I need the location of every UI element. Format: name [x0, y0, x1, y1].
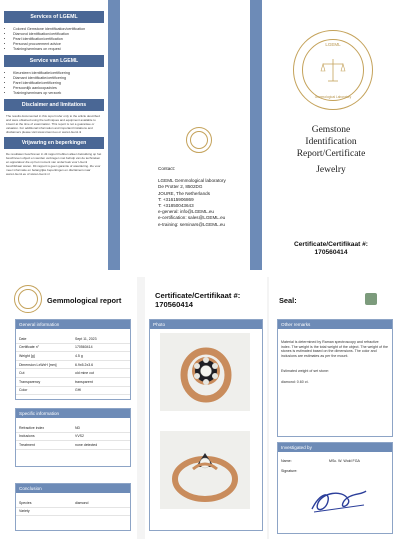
services-nl-list	[0, 67, 108, 99]
report-middle-sheet	[145, 277, 267, 539]
contact-line: JOURE, The Netherlands	[158, 190, 211, 196]
contact-line: LGEML Gemmological laboratory	[158, 178, 226, 184]
estimated-weight-value: diamond: 0.60 ct.	[281, 379, 309, 384]
section-header: Specific information	[16, 409, 130, 418]
report-title: Gemmological report	[47, 296, 122, 305]
table-row: Cut old mine cut	[16, 369, 130, 378]
general-information-section	[15, 319, 131, 400]
vrijwaring-text: De resultaten beschreven in dit rapport hebben alleen betrekking op het beschreven object en werden verkregen met behulp van de technieken en apparatuur die op het moment van onderzoek voor LGeml beschikbaar waren. Dit rapport is geen garantie of waardering. Zie voor meer informatie en belangrijke beperkingen en disclaimers naar www.LGeml.eu of www.LGeml.nl	[6, 152, 102, 176]
table-row: Transparency transparent	[16, 378, 130, 387]
list-item: • Personal procurement advice	[13, 42, 102, 47]
brochure-title: Gemstone Identification Report/Certificate Jewelry	[296, 125, 366, 175]
contact-line: T: +31615906869	[158, 196, 194, 202]
table-row: Variety	[16, 508, 130, 517]
contact-line: De Protter 2, 8502DG	[158, 184, 203, 190]
table-row: Treatment none detected	[16, 441, 130, 450]
services-en-list	[0, 23, 108, 55]
table-row: Weight [g] 4.5 g	[16, 352, 130, 361]
ring-photo-top	[160, 333, 250, 411]
section-header: General information	[16, 320, 130, 329]
contact-label: Contact:	[158, 166, 176, 171]
disclaimer-header: Disclaimer and limitations	[4, 99, 104, 111]
report-left-sheet	[5, 277, 137, 539]
seal-top-text: LGEML	[325, 42, 341, 47]
contact-line: e-certification: sales@LGEML.eu	[158, 215, 226, 221]
list-item: • Training/seminars on request	[13, 47, 102, 52]
brochure-middle-panel	[120, 0, 250, 270]
contact-line: e-training: seminars@LGEML.eu	[158, 221, 225, 227]
vrijwaring-header: Vrijwaring en beperkingen	[4, 137, 104, 149]
list-item: • Persoonlijk aankoopadvies	[13, 86, 102, 91]
conclusion-section	[15, 483, 131, 531]
section-header: Photo	[150, 320, 262, 329]
contact-line: e-general: info@LGEML.eu	[158, 209, 214, 215]
section-header: Other remarks	[278, 320, 392, 329]
remarks-text: Material is determined by Raman spectroscopy and refractive index. The weight is the total weight of the object. The weight of the stones is estimated based on the dimensions. The color and inclusions are estimates as per the mount.	[281, 340, 388, 359]
brochure-cert-number: Certificate/Certifikaat #: 170560414	[293, 241, 369, 256]
list-item: • Kleursteen identificatie/certificering	[13, 71, 102, 76]
specific-information-section	[15, 408, 131, 467]
list-item: • Diamant identificatie/certificering	[13, 76, 102, 81]
ring-photo-side	[160, 431, 250, 509]
table-row: Date Sept 11, 2023	[16, 335, 130, 344]
investigated-by-section	[277, 442, 393, 534]
table-row: Dimension LxWxH [mm] 6.9x5.2x3.6	[16, 361, 130, 370]
signature-icon	[308, 485, 370, 517]
contact-line: T: +31850043643	[158, 203, 194, 209]
fold-stripe	[108, 0, 120, 270]
report-cert-number: Certificate/Certifikaat #: 170560414	[155, 291, 241, 309]
table-row: Inclusions VVS2	[16, 433, 130, 442]
list-item: • Colored Gemstone identification/certification	[13, 27, 102, 32]
gemmological-report	[5, 277, 395, 539]
list-item: • Pearl identification/certification	[13, 37, 102, 42]
table-row: Species diamond	[16, 499, 130, 508]
scales-icon	[318, 55, 348, 85]
lgeml-seal-icon	[293, 30, 373, 110]
other-remarks-section	[277, 319, 393, 437]
signature-row: Signature:	[281, 469, 298, 473]
fold-stripe	[250, 0, 262, 270]
report-right-sheet	[269, 277, 395, 539]
hologram-seal-icon	[365, 293, 377, 305]
seal-ring-text: Gemmological Laboratory	[314, 95, 352, 99]
disclaimer-text: The results documented in this report refer only to the article described and were obtained using the techniques and equipment available to LGeml at the time of examination. This report is not a guarantee or valuation. For additional information and important limitations and disclaimers please visit www.LGeml.eu or www.LGeml.nl	[6, 114, 100, 134]
estimated-weight-label: Estimated weight of set stone:	[281, 368, 329, 373]
contact-block	[158, 166, 226, 228]
table-row: Certificate n° 170560414	[16, 344, 130, 353]
list-item: • Parel identificatie/certificering	[13, 81, 102, 86]
seal-label: Seal:	[279, 296, 297, 305]
brochure-right-panel	[262, 0, 400, 270]
services-nl-header: Service van LGEML	[4, 55, 104, 67]
brochure-left-panel	[0, 0, 108, 270]
section-header: Investigated by	[278, 443, 392, 452]
table-row: Refractive index ND	[16, 424, 130, 433]
section-header: Conclusion	[16, 484, 130, 493]
investigator-name-row: Name: MSc. W. Wold FGA	[281, 459, 360, 463]
services-en-header: Services of LGEML	[4, 11, 104, 23]
lgeml-seal-icon	[14, 285, 42, 313]
lgeml-seal-icon	[186, 127, 212, 153]
list-item: • Training/seminars op verzoek	[13, 91, 102, 96]
list-item: • Diamond identification/certification	[13, 32, 102, 37]
table-row: Color GHI	[16, 387, 130, 396]
